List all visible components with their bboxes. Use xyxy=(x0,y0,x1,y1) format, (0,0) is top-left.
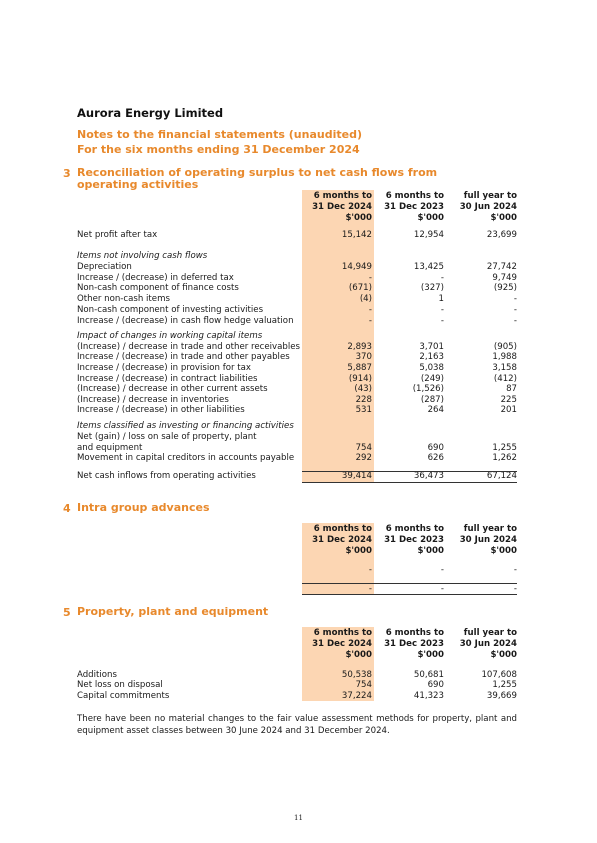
table-row xyxy=(77,565,517,576)
notes-subtitle: For the six months ending 31 December 2024 xyxy=(77,143,360,156)
s3-header-prior: 6 months to 31 Dec 2023 $'000 xyxy=(384,191,444,223)
row-label: Net (gain) / loss on sale of property, plant xyxy=(77,432,257,442)
table-row xyxy=(77,432,517,443)
value-full-year: - xyxy=(513,305,517,315)
s4-header-prior: 6 months to 31 Dec 2023 $'000 xyxy=(384,524,444,556)
value-current-period: 37,224 xyxy=(341,691,372,701)
s3-total-top-rule xyxy=(302,471,517,472)
section-5-title: Property, plant and equipment xyxy=(77,605,269,618)
row-label: and equipment xyxy=(77,443,143,453)
value-prior-period: 12,954 xyxy=(413,230,444,240)
section-5-note: There have been no material changes to the fair value assessment methods for property, plant and equipment asset classes between 30 June 2024 and 31 December 2024. xyxy=(77,714,517,736)
s4-total-bottom-rule xyxy=(302,594,517,595)
value-current-period: 2,893 xyxy=(347,342,372,352)
s5-header-prior: 6 months to 31 Dec 2023 $'000 xyxy=(384,628,444,660)
value-current-period: (671) xyxy=(348,283,372,293)
value-prior-period: 690 xyxy=(427,680,444,690)
value-prior-period: (327) xyxy=(420,283,444,293)
value-current-period: - xyxy=(368,584,372,594)
row-label: Non-cash component of finance costs xyxy=(77,283,239,293)
row-label: Increase / (decrease) in contract liabilities xyxy=(77,374,258,384)
table-row xyxy=(77,283,517,294)
value-current-period: (914) xyxy=(348,374,372,384)
s5-header-full-year: full year to 30 Jun 2024 $'000 xyxy=(459,628,517,660)
table-row xyxy=(77,384,517,395)
section-4-number: 4 xyxy=(63,502,71,515)
value-full-year: 201 xyxy=(500,405,517,415)
table-row xyxy=(77,352,517,363)
value-prior-period: (287) xyxy=(420,395,444,405)
value-prior-period: 3,701 xyxy=(419,342,444,352)
s4-total-top-rule xyxy=(302,583,517,584)
row-label: Increase / (decrease) in deferred tax xyxy=(77,273,234,283)
page-number: 11 xyxy=(294,814,303,822)
value-full-year: 1,255 xyxy=(492,443,517,453)
value-current-period: (4) xyxy=(359,294,372,304)
row-label: Net loss on disposal xyxy=(77,680,163,690)
row-label: Additions xyxy=(77,670,117,680)
value-full-year: 23,699 xyxy=(486,230,517,240)
value-current-period: 754 xyxy=(355,680,372,690)
value-current-period: 14,949 xyxy=(341,262,372,272)
value-prior-period: 36,473 xyxy=(413,471,444,481)
value-full-year: 1,988 xyxy=(492,352,517,362)
value-current-period: - xyxy=(368,273,372,283)
value-current-period: 50,538 xyxy=(341,670,372,680)
row-label: Other non-cash items xyxy=(77,294,170,304)
value-prior-period: (249) xyxy=(420,374,444,384)
value-prior-period: - xyxy=(440,273,444,283)
table-row xyxy=(77,421,517,432)
value-current-period: (43) xyxy=(354,384,372,394)
value-prior-period: (1,526) xyxy=(412,384,444,394)
value-current-period: 39,414 xyxy=(341,471,372,481)
value-full-year: - xyxy=(513,316,517,326)
value-prior-period: 690 xyxy=(427,443,444,453)
value-full-year: 225 xyxy=(500,395,517,405)
row-label: (Increase) / decrease in other current assets xyxy=(77,384,268,394)
value-full-year: 1,255 xyxy=(492,680,517,690)
value-prior-period: - xyxy=(440,565,444,575)
value-current-period: - xyxy=(368,316,372,326)
table-row xyxy=(77,316,517,327)
value-full-year: 39,669 xyxy=(486,691,517,701)
s3-header-current: 6 months to 31 Dec 2024 $'000 xyxy=(312,191,372,223)
row-label: (Increase) / decrease in inventories xyxy=(77,395,229,405)
table-row xyxy=(77,230,517,241)
value-full-year: - xyxy=(513,584,517,594)
row-label: Net cash inflows from operating activities xyxy=(77,471,256,481)
table-row xyxy=(77,294,517,305)
value-prior-period: 626 xyxy=(427,453,444,463)
value-prior-period: - xyxy=(440,305,444,315)
row-label: Increase / (decrease) in cash flow hedge valuation xyxy=(77,316,294,326)
value-full-year: 67,124 xyxy=(486,471,517,481)
value-prior-period: 13,425 xyxy=(413,262,444,272)
company-name: Aurora Energy Limited xyxy=(77,106,224,120)
value-prior-period: 1 xyxy=(438,294,444,304)
value-current-period: 15,142 xyxy=(341,230,372,240)
value-current-period: 5,887 xyxy=(347,363,372,373)
value-prior-period: 5,038 xyxy=(419,363,444,373)
value-prior-period: 264 xyxy=(427,405,444,415)
row-label: Net profit after tax xyxy=(77,230,158,240)
value-current-period: 531 xyxy=(355,405,372,415)
value-current-period: 228 xyxy=(355,395,372,405)
notes-title: Notes to the financial statements (unaudited) xyxy=(77,128,362,141)
section-3-number: 3 xyxy=(63,167,71,180)
value-current-period: 370 xyxy=(355,352,372,362)
s3-header-full-year: full year to 30 Jun 2024 $'000 xyxy=(459,191,517,223)
value-current-period: - xyxy=(368,305,372,315)
value-full-year: - xyxy=(513,294,517,304)
value-full-year: (905) xyxy=(493,342,517,352)
row-label: Items classified as investing or financing activities xyxy=(77,421,294,431)
value-prior-period: 50,681 xyxy=(413,670,444,680)
value-full-year: 1,262 xyxy=(492,453,517,463)
value-full-year: 3,158 xyxy=(492,363,517,373)
row-label: Non-cash component of investing activities xyxy=(77,305,264,315)
value-full-year: 107,608 xyxy=(481,670,517,680)
table-row xyxy=(77,305,517,316)
section-5-number: 5 xyxy=(63,606,71,619)
value-full-year: 9,749 xyxy=(492,273,517,283)
s3-total-bottom-rule xyxy=(302,482,517,483)
value-prior-period: - xyxy=(440,316,444,326)
section-4-title: Intra group advances xyxy=(77,501,210,514)
s4-header-full-year: full year to 30 Jun 2024 $'000 xyxy=(459,524,517,556)
row-label: Movement in capital creditors in accounts payable xyxy=(77,453,295,463)
row-label: Increase / (decrease) in trade and other payables xyxy=(77,352,290,362)
table-row xyxy=(77,251,517,262)
section-3-title: Reconciliation of operating surplus to net cash flows from operating activities xyxy=(77,166,438,191)
row-label: Capital commitments xyxy=(77,691,170,701)
table-row xyxy=(77,453,517,464)
value-full-year: - xyxy=(513,565,517,575)
row-label: Depreciation xyxy=(77,262,132,272)
value-current-period: - xyxy=(368,565,372,575)
value-full-year: 27,742 xyxy=(486,262,517,272)
row-label: Increase / (decrease) in other liabilities xyxy=(77,405,245,415)
s4-header-current: 6 months to 31 Dec 2024 $'000 xyxy=(312,524,372,556)
table-row xyxy=(77,680,517,691)
table-row xyxy=(77,363,517,374)
value-full-year: 87 xyxy=(506,384,517,394)
table-row xyxy=(77,691,517,702)
value-current-period: 292 xyxy=(355,453,372,463)
row-label: Items not involving cash flows xyxy=(77,251,208,261)
value-current-period: 754 xyxy=(355,443,372,453)
row-label: Impact of changes in working capital items xyxy=(77,331,263,341)
value-prior-period: 2,163 xyxy=(419,352,444,362)
table-row xyxy=(77,262,517,273)
value-prior-period: - xyxy=(440,584,444,594)
value-prior-period: 41,323 xyxy=(413,691,444,701)
value-full-year: (412) xyxy=(493,374,517,384)
row-label: Increase / (decrease) in provision for tax xyxy=(77,363,251,373)
s5-header-current: 6 months to 31 Dec 2024 $'000 xyxy=(312,628,372,660)
table-row xyxy=(77,471,517,482)
row-label: (Increase) / decrease in trade and other receivables xyxy=(77,342,301,352)
value-full-year: (925) xyxy=(493,283,517,293)
table-row xyxy=(77,405,517,416)
table-row xyxy=(77,331,517,342)
